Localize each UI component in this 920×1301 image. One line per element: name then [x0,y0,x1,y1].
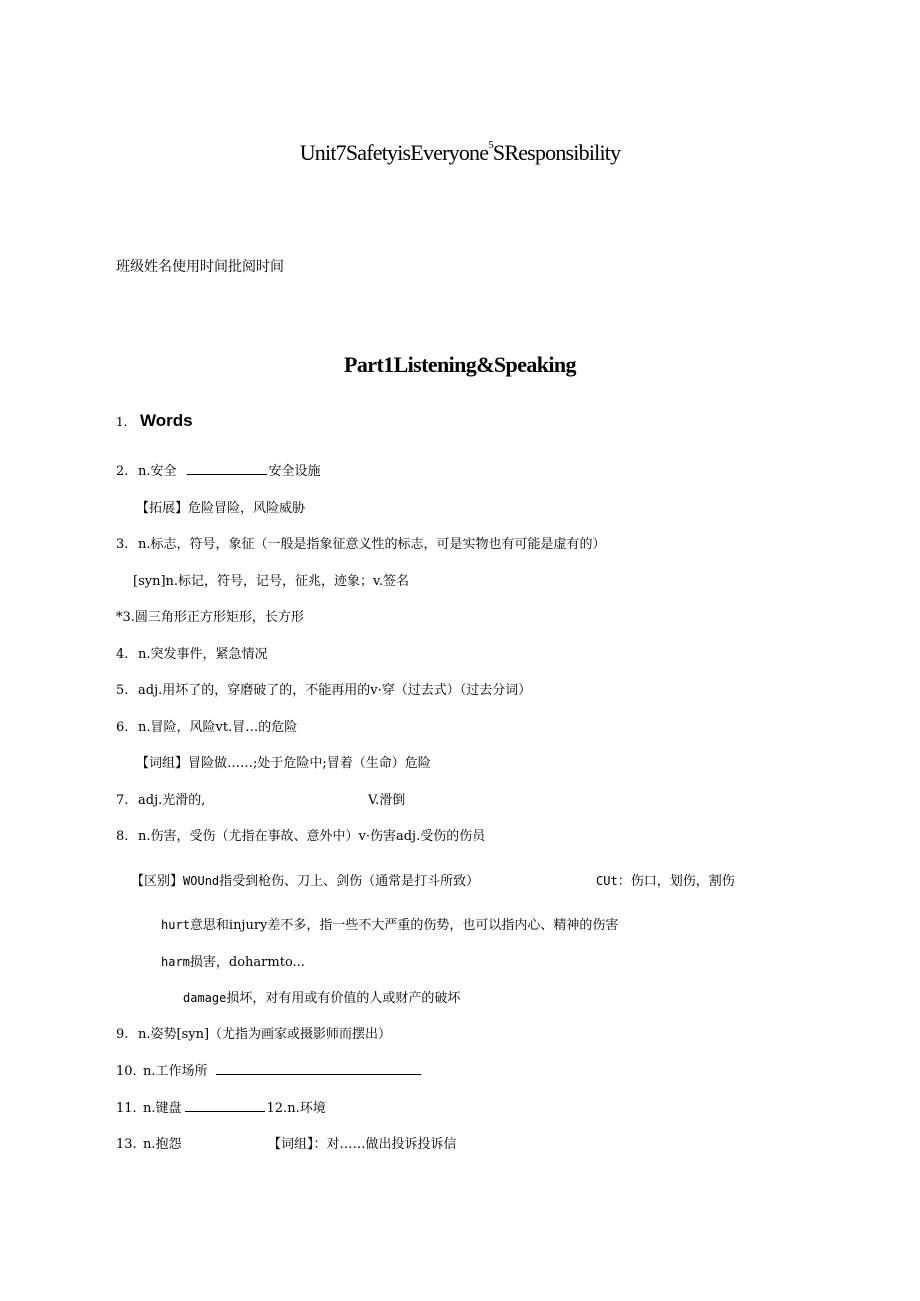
answer-blank [185,1110,265,1112]
word-item-5: 5. adj.用坏了的，穿磨破了的，不能再用的v·穿（过去式）（过去分词） [116,683,532,698]
answer-blank [216,1073,421,1075]
word-item-11: 11. n.键盘 12.n.环境 [116,1101,326,1116]
synonym-note: [syn]n.标记，符号，记号，征兆，迹象；v.签名 [133,574,409,589]
word-item-6: 6. n.冒险，风险vt.冒…的危险 [116,720,298,735]
word-item-7: 7. adj.光滑的, [116,793,206,808]
note-damage: damage损坏，对有用或有价值的人或财产的破坏 [183,991,461,1006]
word-item-3: 3. n.标志，符号，象征（一般是指象征意义性的标志，可是实物也有可能是虚有的） [116,537,606,552]
section-heading: 1. Words [116,411,193,430]
word-item-2: 2. n.安全 安全设施 [116,464,321,479]
extension-note: 【拓展】危险冒险，风险威胁 [136,501,306,516]
term-harm: harm [161,955,190,969]
note-hurt: hurt意思和injury差不多，指一些不大严重的伤势，也可以指内心、精神的伤害 [161,918,619,933]
word-item-13: 13. n.抱怨 [116,1137,182,1152]
phrase-note-13: 【词组】：对……做出投诉投诉信 [268,1137,457,1152]
term-hurt: hurt [161,918,190,932]
part-title: Part1Listening&Speaking [344,352,576,377]
term-damage: damage [183,991,227,1005]
term-wound: WOUnd [183,874,220,888]
word-item-10: 10. n.工作场所 [116,1060,423,1079]
note-harm: harm损害，doharmto... [161,955,305,970]
word-item-8: 8. n.伤害，受伤（尤指在事故、意外中）v·伤害adj.受伤的伤员 [116,829,486,844]
answer-blank [187,473,267,475]
word-item-7-verb: V.滑倒 [368,793,406,808]
title-superscript: 5 [488,139,493,151]
phrase-note: 【词组】冒险做……;处于危险中;冒着（生命）危险 [136,756,431,771]
word-item-9: 9. n.姿势[syn]（尤指为画家或摄影师而摆出） [116,1027,392,1042]
term-cut: CUt [596,874,618,888]
word-item-4: 4. n.突发事件，紧急情况 [116,647,268,662]
document-title: Unit7SafetyisEveryone$^5$SResponsibility [299,139,621,165]
word-item-3-star: *3.圆三角形正方形矩形，长方形 [116,610,304,625]
distinction-cut: CUt：伤口，划伤，割伤 [596,874,735,889]
class-name-info-line: 班级姓名使用时间批阅时间 [116,259,284,275]
distinction-note: 【区别】WOUnd指受到枪伤、刀上、剑伤（通常是打斗所致） [131,874,480,889]
section-label: Words [140,411,193,430]
